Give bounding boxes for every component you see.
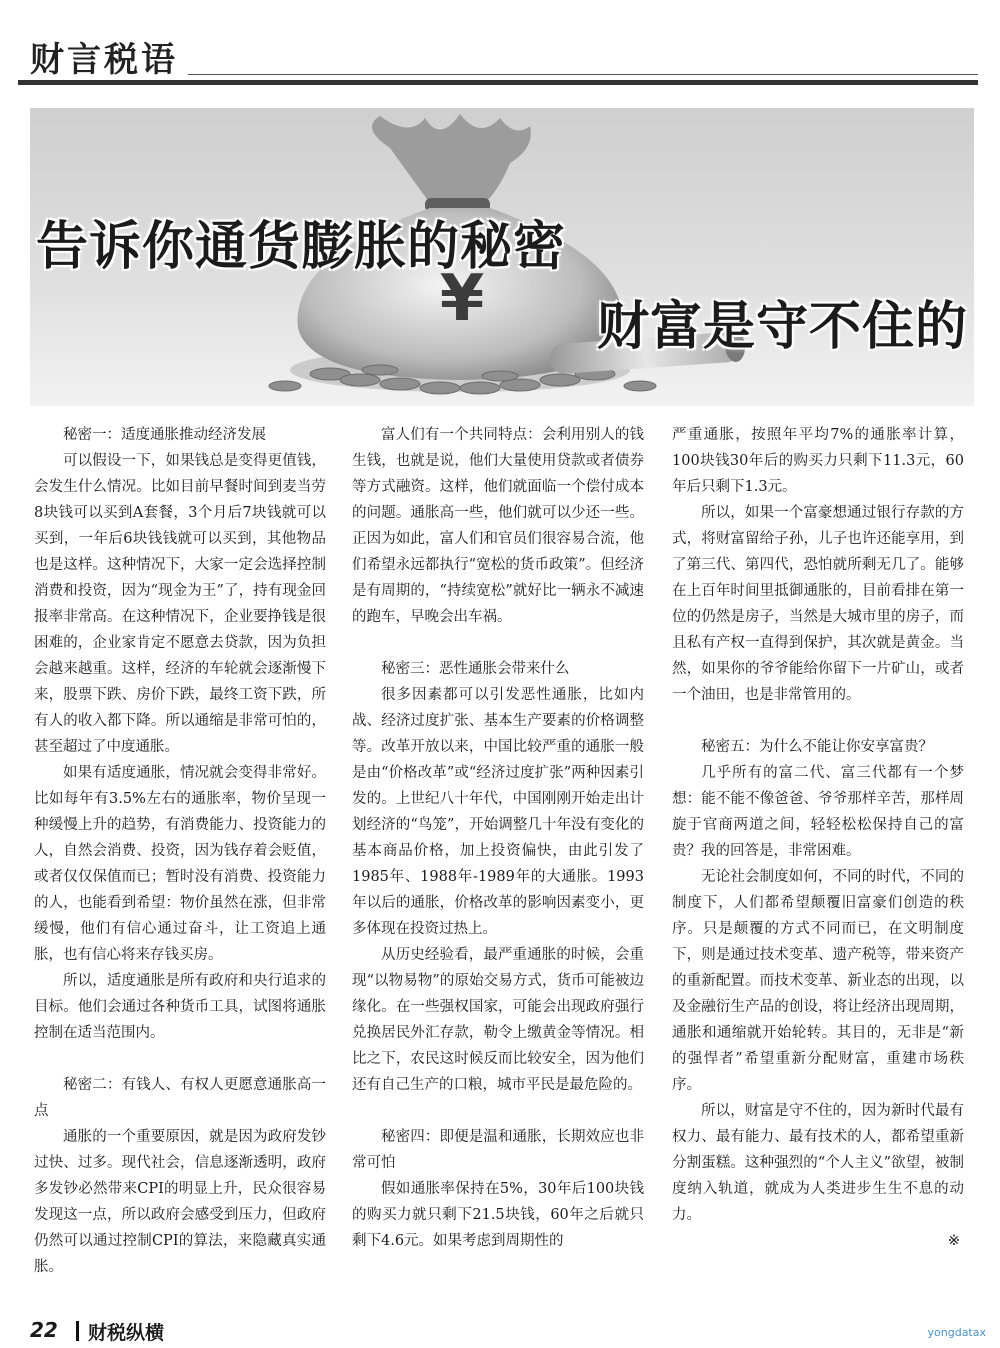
magazine-name: 财税纵横 — [88, 1322, 165, 1344]
section-header — [18, 22, 978, 82]
paragraph: 所以，如果一个富豪想通过银行存款的方式，将财富留给子孙，儿子也许还能享用，到了第三代、第四代，恐怕就所剩无几了。能够在上百年时间里抵御通胀的，目前看排在第一位的仍然是房子，当然是大城市里的房子，而且私有产权一直得到保护，其次就是黄金。当然，如果你的爷爷能给你留下一片矿山，或者一个油田，也是非常管用的。 — [672, 505, 964, 703]
section-heading-2: 秘密二：有钱人、有权人更愿意通胀高一点 — [34, 1077, 326, 1119]
bag-top — [372, 114, 531, 203]
paragraph: 很多因素都可以引发恶性通胀，比如内战、经济过度扩张、基本生产要素的价格调整等。改革开放以来，中国比较严重的通胀一般是由“价格改革”或“经济过度扩张”两种因素引发的。上世纪八十年代，中国刚刚开始走出计划经济的“鸟笼”，开始调整几十年没有变化的基本商品价格，加上投资偏快，由此引发了1985年、1988年-1989年的大通胀。1993年以后的通胀，价格改革的影响因素变小，更多体现在投资过热上。 — [352, 687, 644, 937]
paragraph: 严重通胀，按照年平均7%的通胀率计算，100块钱30年后的购买力只剩下11.3元，60年后只剩下1.3元。 — [672, 427, 964, 495]
paragraph: 通胀的一个重要原因，就是因为政府发钞过快、过多。现代社会，信息逐渐透明，政府多发钞必然带来CPI的明显上升，民众很容易发现这一点，所以政府会感受到压力，但政府仍然可以通过控制CPI的算法，来隐藏真实通胀。 — [34, 1129, 326, 1275]
paragraph: 所以，适度通胀是所有政府和央行追求的目标。他们会通过各种货币工具，试图将通胀控制在适当范围内。 — [34, 973, 326, 1041]
paragraph: 富人们有一个共同特点：会利用别人的钱生钱，也就是说，他们大量使用贷款或者债券等方式融资。这样，他们就面临一个偿付成本的问题。通胀高一些，他们就可以少还一些。正因为如此，富人们和官员们很容易合流，他们希望永远都执行“宽松的货币政策”。但经济是有周期的，“持续宽松”就好比一辆永不减速的跑车，早晚会出车祸。 — [352, 427, 644, 625]
watermark: yongdatax — [927, 1326, 986, 1339]
paragraph: 无论社会制度如何，不同的时代，不同的制度下，人们都希望颠覆旧富豪们创造的秩序。只是颠覆的方式不同而已，在文明制度下，则是通过技术变革、遗产税等，带来资产的重新配置。而技术变革、新业态的出现，以及金融衍生产品的创设，将让经济出现周期，通胀和通缩就开始轮转。其目的，无非是“新的强悍者”希望重新分配财富，重建市场秩序。 — [672, 869, 964, 1093]
page-number: 22 — [30, 1318, 58, 1342]
paragraph: 所以，财富是守不住的，因为新时代最有权力、最有能力、最有技术的人，都希望重新分割蛋糕。这种强烈的“个人主义”欲望，被制度纳入轨道，就成为人类进步生生不息的动力。 — [672, 1103, 964, 1223]
section-heading-1: 秘密一：适度通胀推动经济发展 — [63, 427, 266, 443]
paragraph: 从历史经验看，最严重通胀的时候，会重现“以物易物”的原始交易方式，货币可能被边缘化。在一些强权国家，可能会出现政府强行兑换居民外汇存款，勒令上缴黄金等情况。相比之下，农民这时候反而比较安全，因为他们还有自己生产的口粮，城市平民是最危险的。 — [352, 947, 644, 1093]
article-subtitle: 财富是守不住的 — [596, 297, 968, 357]
paragraph: 几乎所有的富二代、富三代都有一个梦想：能不能不像爸爸、爷爷那样辛苦，那样周旋于官商两道之间，轻轻松松保持自己的富贵？我的回答是，非常困难。 — [672, 765, 964, 859]
paragraph: 如果有适度通胀，情况就会变得非常好。比如每年有3.5%左右的通胀率，物价呈现一种缓慢上升的趋势，有消费能力、投资能力的人，自然会消费、投资，因为钱存着会贬值，或者仅仅保值而已；暂时没有消费、投资能力的人，也能看到希望：物价虽然在涨，但非常缓慢，他们有信心通过奋斗，让工资追上通胀，也有信心将来存钱买房。 — [34, 765, 326, 963]
section-heading-5: 秘密五：为什么不能让你安享富贵？ — [701, 739, 933, 755]
article-column-1 — [34, 422, 326, 1280]
section-heading-3: 秘密三：恶性通胀会带来什么 — [381, 661, 570, 677]
hero-image — [30, 108, 974, 406]
section-title: 财言税语 — [30, 40, 178, 80]
end-mark: ※ — [947, 1233, 960, 1249]
section-heading-4: 秘密四：即便是温和通胀，长期效应也非常可怕 — [352, 1129, 644, 1171]
yuan-symbol: ¥ — [439, 262, 485, 336]
article-column-2 — [352, 422, 644, 1254]
footer-divider — [76, 1321, 79, 1341]
article-title: 告诉你通货膨胀的秘密 — [36, 217, 567, 277]
paragraph: 可以假设一下，如果钱总是变得更值钱，会发生什么情况。比如目前早餐时间到麦当劳8块钱可以买到A套餐，3个月后7块钱就可以买到，一年后6块钱钱就可以买到，其他物品也是这样。这种情况下，大家一定会选择控制消费和投资，因为“现金为王”了，持有现金回报率非常高。在这种情况下，企业要挣钱是很困难的，企业家肯定不愿意去贷款，因为负担会越来越重。这样，经济的车轮就会逐渐慢下来，股票下跌、房价下跌，最终工资下跌，所有人的收入都下降。所以通缩是非常可怕的，甚至超过了中度通胀。 — [34, 453, 326, 755]
header-rule-thin — [188, 74, 978, 75]
article-column-3 — [672, 422, 964, 1254]
header-rule-thick — [18, 80, 978, 85]
paragraph: 假如通胀率保持在5%，30年后100块钱的购买力就只剩下21.5块钱，60年之后就只剩下4.6元。如果考虑到周期性的 — [352, 1181, 644, 1249]
